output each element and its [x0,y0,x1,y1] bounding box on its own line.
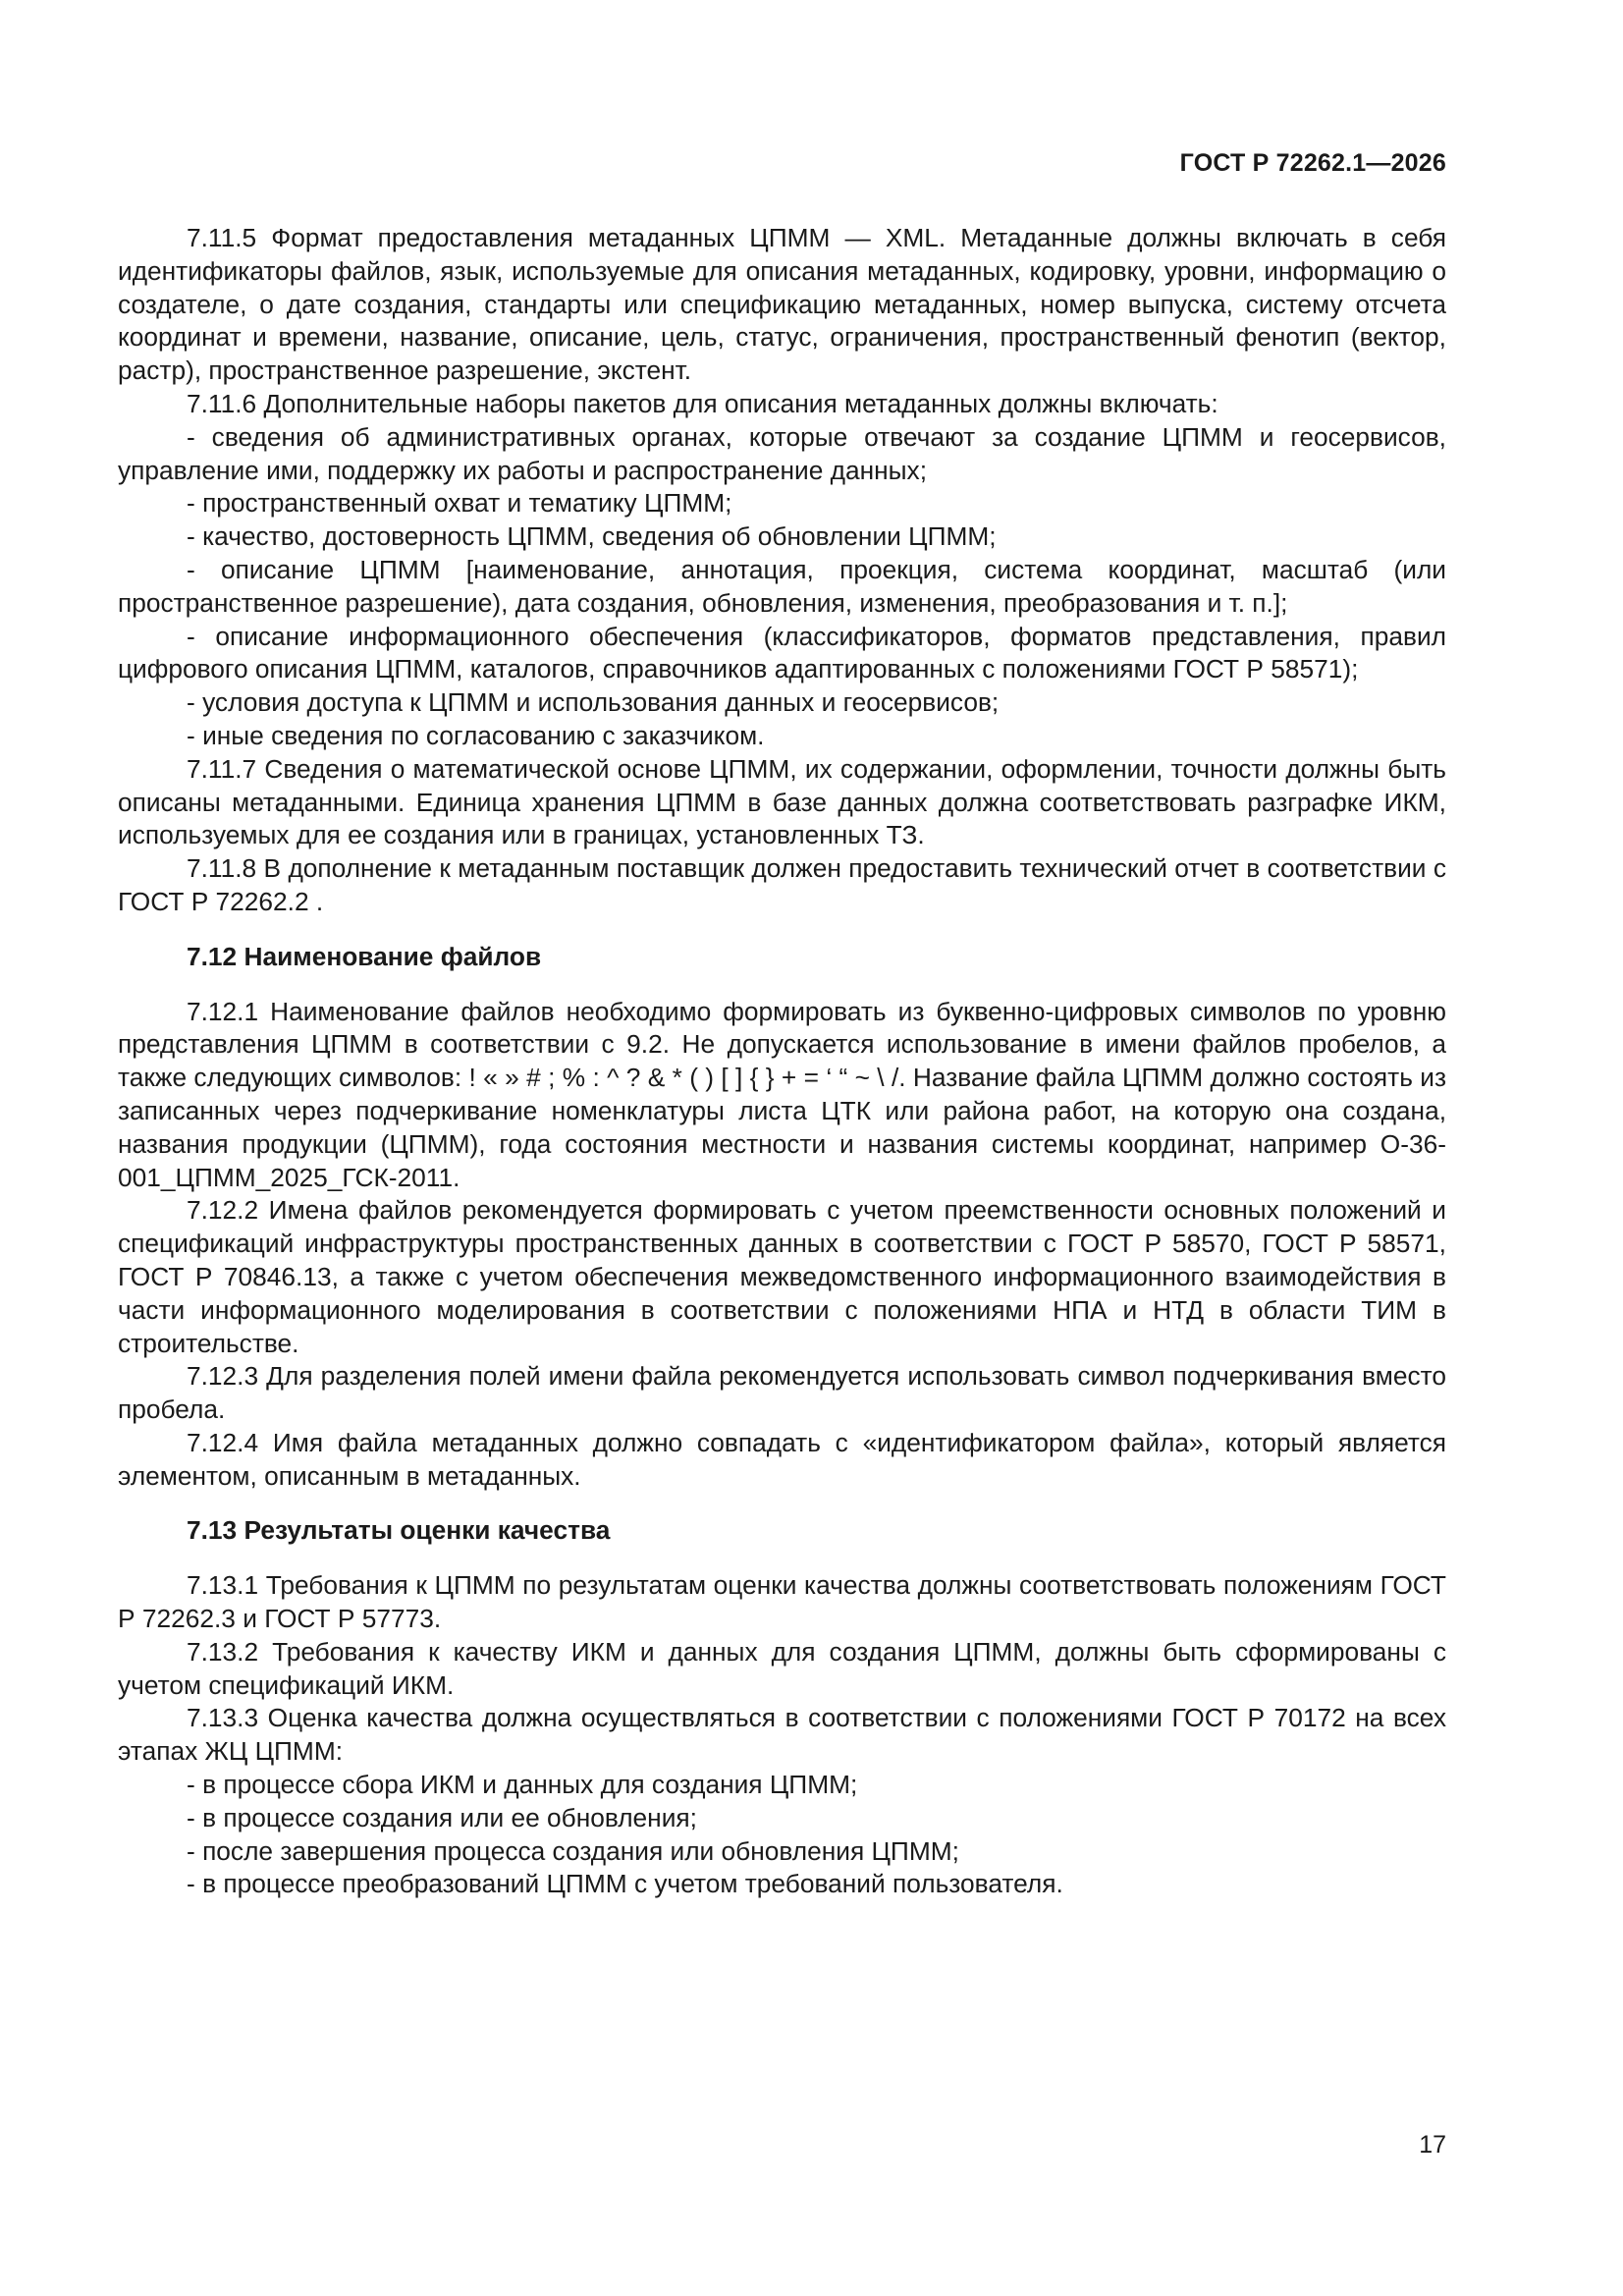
list-item: - описание информационного обеспечения (классификаторов, форматов представления, правил цифрового описания ЦПММ, каталогов, справочников адаптированных с положениями ГОСТ Р 58571); [118,621,1446,684]
document-body [118,222,1446,1901]
document-header: ГОСТ Р 72262.1—2026 [1179,149,1446,177]
paragraph-7-11-6: 7.11.6 Дополнительные наборы пакетов для описания метаданных должны включать: [187,388,1218,418]
paragraph-7-13-1: 7.13.1 Требования к ЦПММ по результатам оценки качества должны соответствовать положениям ГОСТ Р 72262.3 и ГОСТ Р 57773. [118,1570,1446,1634]
list-item: - в процессе сбора ИКМ и данных для создания ЦПММ; [187,1770,858,1800]
paragraph-7-12-4: 7.12.4 Имя файла метаданных должно совпадать с «идентификатором файла», который является элементом, описанным в метаданных. [118,1427,1446,1491]
paragraph-7-12-1: 7.12.1 Наименование файлов необходимо формировать из буквенно-цифровых символов по уровню представления ЦПММ в соответствии с 9.2. Не допускается использование в имени файлов пробелов, а также следующих символов: ! « » # ; % : ^ ? & * ( ) [ ] { } + = ‘ “ ~ \ /. Название файла ЦПММ должно состоять из записанных через подчеркивание номенклатуры листа ЦТК или района работ, на которую она создана, названия продукции (ЦПММ), года состояния местности и названия системы координат, например О-36-001_ЦПММ_2025_ГСК-2011. [118,996,1446,1192]
page-number: 17 [1419,2131,1446,2159]
list-item: - иные сведения по согласованию с заказчиком. [187,720,765,750]
list-item: - сведения об административных органах, которые отвечают за создание ЦПММ и геосервисов, управление ими, поддержку их работы и распространение данных; [118,421,1446,485]
list-item: - после завершения процесса создания или обновления ЦПММ; [187,1835,959,1866]
list-item: - в процессе создания или ее обновления; [187,1802,697,1832]
list-item: - условия доступа к ЦПММ и использования данных и геосервисов; [187,687,1000,718]
paragraph-7-12-2: 7.12.2 Имена файлов рекомендуется формировать с учетом преемственности основных положений и спецификаций инфраструктуры пространственных данных в соответствии с ГОСТ Р 58570, ГОСТ Р 58571, ГОСТ Р 70846.13, а также с учетом обеспечения межведомственного информационного взаимодействия в части информационного моделирования в соответствии с положениями НПА и НТД в области ТИМ в строительстве. [118,1195,1446,1358]
paragraph-7-11-7: 7.11.7 Сведения о математической основе ЦПММ, их содержании, оформлении, точности должны быть описаны метаданными. Единица хранения ЦПММ в базе данных должна соответствовать разграфке ИКМ, используемых для ее создания или в границах, установленных ТЗ. [118,753,1446,850]
paragraph-7-11-8: 7.11.8 В дополнение к метаданным поставщик должен предоставить технический отчет в соответствии с ГОСТ Р 72262.2 . [118,853,1446,916]
paragraph-7-13-2: 7.13.2 Требования к качеству ИКМ и данных для создания ЦПММ, должны быть сформированы с учетом спецификаций ИКМ. [118,1636,1446,1700]
list-item: - качество, достоверность ЦПММ, сведения об обновлении ЦПММ; [187,521,997,552]
list-item: - описание ЦПММ [наименование, аннотация, проекция, система координат, масштаб (или пространственное разрешение), дата создания, обновления, изменения, преобразования и т. п.]; [118,554,1446,618]
paragraph-7-11-5: 7.11.5 Формат предоставления метаданных ЦПММ — XML. Метаданные должны включать в себя идентификаторы файлов, язык, используемые для описания метаданных, кодировку, уровни, информацию о создателе, о дате создания, стандарты или спецификацию метаданных, номер выпуска, систему отсчета координат и времени, название, описание, цель, статус, ограничения, пространственный фенотип (вектор, растр), пространственное разрешение, экстент. [118,223,1446,386]
list-item: - пространственный охват и тематику ЦПММ; [187,488,732,519]
paragraph-7-12-3: 7.12.3 Для разделения полей имени файла рекомендуется использовать символ подчеркивания вместо пробела. [118,1361,1446,1425]
paragraph-7-13-3: 7.13.3 Оценка качества должна осуществляться в соответствии с положениями ГОСТ Р 70172 на всех этапах ЖЦ ЦПММ: [118,1703,1446,1767]
list-item: - в процессе преобразований ЦПММ с учетом требований пользователя. [187,1869,1063,1899]
section-heading-7-12: 7.12 Наименование файлов [187,941,542,971]
section-heading-7-13: 7.13 Результаты оценки качества [187,1515,611,1546]
